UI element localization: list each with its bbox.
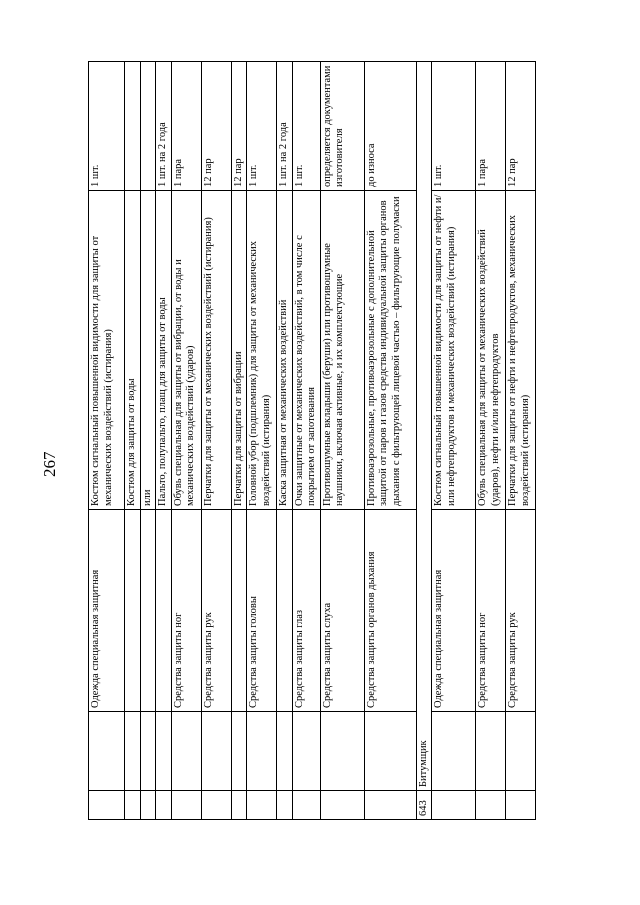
ppe-category: Одежда специальная защитная — [89, 510, 125, 712]
profession-name — [292, 712, 320, 791]
ppe-category: Средства защиты головы — [247, 510, 277, 712]
row-number — [201, 791, 231, 820]
table-row — [277, 62, 293, 820]
ppe-norms-table — [88, 61, 536, 820]
profession-name — [247, 712, 277, 791]
row-number — [292, 791, 320, 820]
row-number: 643 — [416, 791, 432, 820]
row-number — [231, 791, 247, 820]
ppe-category: Средства защиты ног — [171, 510, 201, 712]
table-row — [364, 62, 416, 820]
table-body — [89, 62, 536, 820]
page-number: 267 — [40, 451, 59, 477]
issue-norm — [140, 62, 156, 191]
table-row — [201, 62, 231, 820]
table-row — [416, 62, 432, 820]
profession-name — [432, 712, 476, 791]
issue-norm: 1 шт. — [247, 62, 277, 191]
profession-name — [476, 712, 506, 791]
profession-name — [320, 712, 364, 791]
table-row — [432, 62, 476, 820]
row-number — [476, 791, 506, 820]
profession-name — [201, 712, 231, 791]
rotated-document-table — [88, 62, 640, 820]
ppe-description: Перчатки для защиты от механических воздействий (истирания) — [201, 191, 231, 510]
table-row — [89, 62, 125, 820]
table-row — [140, 62, 156, 820]
profession-name — [171, 712, 201, 791]
issue-norm: 1 пара — [476, 62, 506, 191]
row-number — [506, 791, 536, 820]
row-number — [89, 791, 125, 820]
issue-norm: определяется документами изготовителя — [320, 62, 364, 191]
profession-name — [125, 712, 141, 791]
issue-norm — [125, 62, 141, 191]
profession-name: Битумщик — [416, 62, 432, 791]
table-row — [171, 62, 201, 820]
ppe-description: Перчатки для защиты от вибрации — [231, 191, 247, 510]
profession-name — [506, 712, 536, 791]
issue-norm: 12 пар — [201, 62, 231, 191]
ppe-category: Средства защиты рук — [201, 510, 231, 712]
table-row — [506, 62, 536, 820]
ppe-description: Противоаэрозольные, противоаэрозольные с дополнительной защитой от паров и газов средства индивидуальной защиты органов дыхания с фильтрующей лицевой частью – фильтрующие полумаски — [364, 191, 416, 510]
ppe-description: Пальто, полупальто, плащ для защиты от воды — [156, 191, 172, 510]
ppe-category — [156, 510, 172, 712]
ppe-description: Обувь специальная для защиты от механических воздействий (ударов), нефти и/или нефтепродуктов — [476, 191, 506, 510]
ppe-category: Средства защиты органов дыхания — [364, 510, 416, 712]
ppe-description: Костюм сигнальный повышенной видимости для защиты от механических воздействий (истирания) — [89, 191, 125, 510]
row-number — [156, 791, 172, 820]
ppe-category: Средства защиты ног — [476, 510, 506, 712]
row-number — [247, 791, 277, 820]
row-number — [432, 791, 476, 820]
table-row — [292, 62, 320, 820]
ppe-category: Одежда специальная защитная — [432, 510, 476, 712]
ppe-description: Противошумные вкладыши (беруши) или противошумные наушники, включая активные, и их комплектующие — [320, 191, 364, 510]
profession-name — [231, 712, 247, 791]
table-row — [156, 62, 172, 820]
issue-norm: 1 пара — [171, 62, 201, 191]
profession-name — [364, 712, 416, 791]
row-number — [140, 791, 156, 820]
table-row — [231, 62, 247, 820]
ppe-category — [231, 510, 247, 712]
profession-name — [156, 712, 172, 791]
issue-norm: до износа — [364, 62, 416, 191]
table-row — [125, 62, 141, 820]
issue-norm: 12 пар — [506, 62, 536, 191]
ppe-category: Средства защиты рук — [506, 510, 536, 712]
issue-norm: 12 пар — [231, 62, 247, 191]
row-number — [320, 791, 364, 820]
row-number — [277, 791, 293, 820]
profession-name — [89, 712, 125, 791]
ppe-category: Средства защиты слуха — [320, 510, 364, 712]
issue-norm: 1 шт. на 2 года — [277, 62, 293, 191]
ppe-category: Средства защиты глаз — [292, 510, 320, 712]
ppe-description: или — [140, 191, 156, 510]
issue-norm: 1 шт. — [292, 62, 320, 191]
ppe-description: Каска защитная от механических воздействий — [277, 191, 293, 510]
table-row — [320, 62, 364, 820]
row-number — [125, 791, 141, 820]
ppe-category — [140, 510, 156, 712]
ppe-description: Перчатки для защиты от нефти и нефтепродуктов, механических воздействий (истирания) — [506, 191, 536, 510]
issue-norm: 1 шт. — [89, 62, 125, 191]
profession-name — [277, 712, 293, 791]
ppe-description: Очки защитные от механических воздействий, в том числе с покрытием от запотевания — [292, 191, 320, 510]
profession-name — [140, 712, 156, 791]
issue-norm: 1 шт. — [432, 62, 476, 191]
ppe-description: Головной убор (подшлемник) для защиты от механических воздействий (истирания) — [247, 191, 277, 510]
ppe-category — [125, 510, 141, 712]
table-row — [247, 62, 277, 820]
ppe-description: Обувь специальная для защиты от вибрации, от воды и механических воздействий (ударов) — [171, 191, 201, 510]
table-row — [476, 62, 506, 820]
ppe-description: Костюм для защиты от воды — [125, 191, 141, 510]
ppe-description: Костюм сигнальный повышенной видимости для защиты от нефти и/или нефтепродуктов и механических воздействий (истирания) — [432, 191, 476, 510]
issue-norm: 1 шт. на 2 года — [156, 62, 172, 191]
row-number — [364, 791, 416, 820]
row-number — [171, 791, 201, 820]
ppe-category — [277, 510, 293, 712]
